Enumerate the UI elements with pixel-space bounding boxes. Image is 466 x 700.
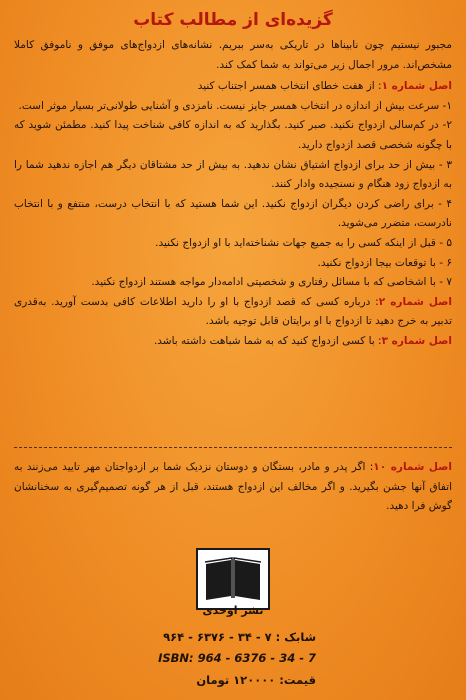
- isbn-latin: ISBN: 964 - 6376 - 34 - 7: [158, 651, 316, 665]
- publisher-name: نشر اوحدی: [202, 604, 264, 617]
- principle-3: [14, 332, 452, 352]
- principle-1-item: ۳ - بیش از حد برای ازدواج اشتیاق نشان ندهید. به بیش از حد مشتاقان دیگر هم اجازه ندهید شما را به ازدواج زود هنگام و نسنجیده وادار کنند.: [14, 158, 452, 191]
- page-title: گزیده‌ای از مطالب کتاب: [133, 10, 333, 30]
- principle-1-item: ۷ - با اشخاصی که با مسائل رفتاری و شخصیتی ادامه‌دار مواجه هستند ازدواج نکنید.: [91, 276, 452, 289]
- principle-1-item: ۲- در کم‌سالی ازدواج نکنید. صبر کنید. بگذارید که به اندازه کافی شناخت پیدا کنید. مطمئن شوید که با چگونه شخصی قصد ازدواج دارید.: [14, 119, 452, 151]
- principle-1-heading: [14, 77, 452, 97]
- principle-10-label: اصل شماره ۱۰: [373, 461, 452, 473]
- principle-3-text: : با کسی ازدواج کنید که به شما شباهت داشته باشد.: [153, 334, 382, 347]
- principle-3-label: اصل شماره ۳: [381, 334, 452, 347]
- principle-10-section: [14, 458, 452, 517]
- excerpt-section: [14, 36, 452, 352]
- section-divider: [14, 447, 452, 448]
- intro-paragraph: مجبور نیستیم چون نابینا‌ها در تاریکی به‌سر ببریم. نشانه‌های ازدواج‌های موفق و ناموفق کاملا مشخص‌اند. مرور اجمال زیر می‌تواند به شما کمک کند.: [14, 39, 452, 71]
- principle-2-label: اصل شماره ۲: [378, 295, 452, 308]
- principle-2: [14, 293, 452, 332]
- isbn-persian: شابک : ۷ - ۳۴ - ۶۳۷۶ - ۹۶۴: [163, 630, 316, 644]
- principle-1-label: اصل شماره ۱: [381, 80, 452, 93]
- principle-10: [14, 458, 452, 517]
- principle-1-item: ۶ - با توقعات بیجا ازدواج نکنید.: [317, 256, 452, 269]
- principle-2-text: : درباره کسی که قصد ازدواج با او را دارید اطلاعات کافی بدست آورید. به‌قدری تدبیر به خرج دهید تا ازدواج با او برایتان قابل توجیه باشد.: [14, 295, 452, 328]
- principle-1-title: : از هفت خطای انتخاب همسر اجتناب کنید: [197, 80, 382, 93]
- price: قیمت: ۱۲۰۰۰۰ تومان: [196, 673, 316, 687]
- principle-1-item: ۴ - برای راضی کردن دیگران ازدواج نکنید. این شما هستید که با انتخاب درست، منتفع و با انتخاب نادرست، متضرر می‌شوید.: [14, 197, 452, 230]
- principle-1-item: ۱- سرعت بیش از اندازه در انتخاب همسر جایز نیست. نامزدی و آشنایی طولانی‌تر بسیار موثر است.: [18, 99, 452, 112]
- principle-1-item: ۵ - قبل از اینکه کسی را به جمیع جهات نشناخته‌اید با او ازدواج نکنید.: [155, 236, 452, 249]
- principle-10-text: : اگر پدر و مادر، بستگان و دوستان نزدیک شما بر ازدواجتان مهر تایید می‌زنند به اتفاق آنها جشن بگیرید. و اگر مخالف این ازدواج هستند، قبل از هر گونه تصمیم‌گیری به سخنانشان گوش فرا دهید.: [14, 461, 452, 513]
